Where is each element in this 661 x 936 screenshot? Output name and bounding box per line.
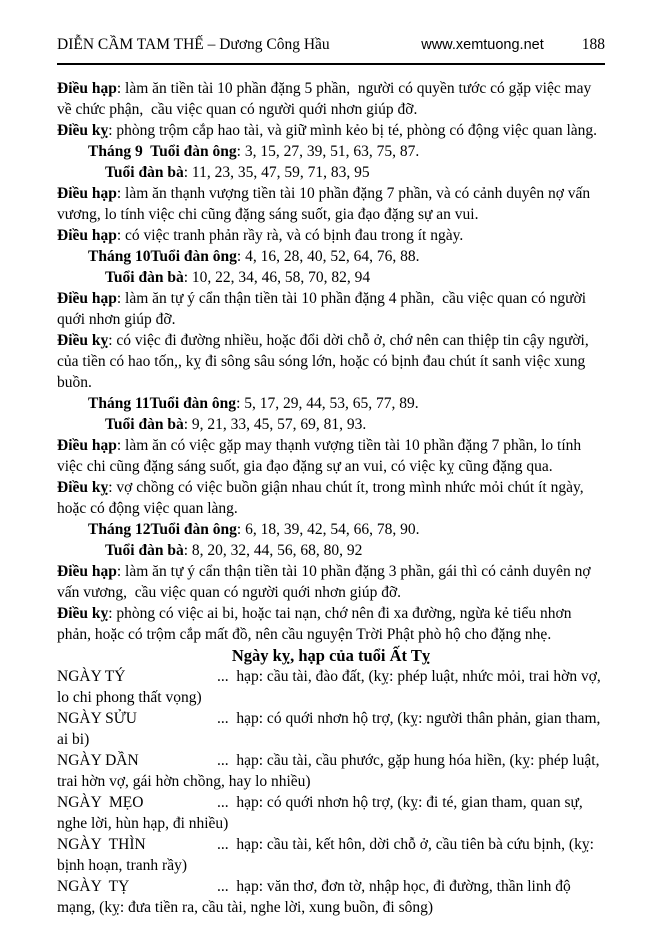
day-detail: ... hạp: cầu tài, kết hôn, dời chỗ ở, cầu tiên bà cứu bịnh, (kỵ: bịnh hoạn, tranh rầy) xyxy=(57,836,598,874)
day-row xyxy=(57,750,605,792)
paragraph xyxy=(57,183,605,225)
paragraph-text: : phòng có việc ai bi, hoặc tai nạn, chớ nên đi xa đường, ngừa kẻ tiểu nhơn phản, hoặc có trộm cắp mất đồ, nên cầu nguyện Trời Phật phò hộ cho đặng nhẹ. xyxy=(57,605,576,643)
month-lead: Tháng 10Tuổi đàn ông xyxy=(88,248,237,265)
day-name: NGÀY TỴ xyxy=(57,878,130,895)
paragraph xyxy=(57,78,605,120)
month-ages: : 6, 18, 39, 42, 54, 66, 78, 90. xyxy=(236,521,420,538)
female-lead: Tuổi đàn bà xyxy=(105,269,184,286)
month-ages: : 4, 16, 28, 40, 52, 64, 76, 88. xyxy=(236,248,420,265)
section-heading: Ngày kỵ, hạp của tuổi Ất Tỵ xyxy=(231,646,431,665)
paragraph-text: : làm ăn tiền tài 10 phần đặng 5 phần, người có quyền tước có gặp việc may về chức phận, cầu việc quan có người quới nhơn giúp đỡ. xyxy=(57,80,596,118)
header-right xyxy=(421,36,605,54)
paragraph-text: : làm ăn thạnh vượng tiền tài 10 phần đặng 7 phần, và có cảnh duyên nợ vấn vương, lo tính việc chi cũng đặng sáng suốt, gia đạo đặng sự an vui. xyxy=(57,185,595,223)
site-url: www.xemtuong.net xyxy=(421,37,544,53)
day-detail: ... hạp: có quới nhơn hộ trợ, (kỵ: người thân phản, gian tham, ai bi) xyxy=(57,710,605,748)
month-lead: Tháng 9 Tuổi đàn ông xyxy=(88,143,237,160)
day-name: NGÀY SỬU xyxy=(57,710,137,727)
female-age-line xyxy=(57,414,605,435)
day-detail: ... hạp: cầu tài, cầu phước, gặp hung hóa hiền, (kỵ: phép luật, trai hờn vợ, gái hờn chồng, hay lo nhiều) xyxy=(57,752,604,790)
female-age-line xyxy=(57,267,605,288)
female-ages: : 9, 21, 33, 45, 57, 69, 81, 93. xyxy=(183,416,367,433)
day-row xyxy=(57,708,605,750)
female-age-line xyxy=(57,540,605,561)
day-row xyxy=(57,834,605,876)
female-lead: Tuổi đàn bà xyxy=(105,542,184,559)
day-name: NGÀY DẦN xyxy=(57,752,139,769)
day-row xyxy=(57,792,605,834)
paragraph-lead: Điều hạp xyxy=(57,80,117,97)
paragraph xyxy=(57,435,605,477)
month-line xyxy=(57,393,605,414)
paragraph-text: : có việc đi đường nhiều, hoặc đổi dời chỗ ở, chớ nên can thiệp tin cậy người, của tiền có hao tốn,, kỵ đi sông sâu sóng lớn, hoặc có bịnh đau chút ít sanh việc xung buồn. xyxy=(57,332,593,391)
day-name: NGÀY TÝ xyxy=(57,668,126,685)
page-number: 188 xyxy=(581,36,605,53)
day-name: NGÀY MẸO xyxy=(57,794,144,811)
month-lead: Tháng 11Tuổi đàn ông xyxy=(88,395,237,412)
day-row xyxy=(57,666,605,708)
day-name: NGÀY THÌN xyxy=(57,836,146,853)
paragraph-lead: Điều kỵ xyxy=(57,479,109,496)
paragraph-lead: Điều kỵ xyxy=(57,122,109,139)
paragraph xyxy=(57,330,605,393)
paragraph-lead: Điều hạp xyxy=(57,437,117,454)
female-ages: : 11, 23, 35, 47, 59, 71, 83, 95 xyxy=(183,164,370,181)
day-detail: ... hạp: văn thơ, đơn tờ, nhập học, đi đường, thần linh độ mạng, (kỵ: đưa tiền ra, cầu tài, nghe lời, xung buồn, đi sông) xyxy=(57,878,575,916)
paragraph-text: : có việc tranh phản rầy rà, và có bịnh đau trong ít ngày. xyxy=(116,227,464,244)
paragraph xyxy=(57,288,605,330)
female-lead: Tuổi đàn bà xyxy=(105,164,184,181)
paragraph-lead: Điều kỵ xyxy=(57,332,109,349)
paragraph xyxy=(57,477,605,519)
book-title: DIỄN CẦM TAM THẾ – Dương Công Hầu xyxy=(57,36,330,53)
day-detail: ... hạp: cầu tài, đào đất, (kỵ: phép luật, nhức mỏi, trai hờn vợ, lo chi phong thất vọng) xyxy=(57,668,605,706)
paragraph xyxy=(57,225,605,246)
month-line xyxy=(57,246,605,267)
female-ages: : 10, 22, 34, 46, 58, 70, 82, 94 xyxy=(183,269,371,286)
paragraph-text: : làm ăn tự ý cẩn thận tiền tài 10 phần đặng 4 phần, cầu việc quan có người quới nhơn giúp đỡ. xyxy=(57,290,590,328)
month-ages: : 5, 17, 29, 44, 53, 65, 77, 89. xyxy=(236,395,419,412)
paragraph-lead: Điều hạp xyxy=(57,185,117,202)
paragraph xyxy=(57,561,605,603)
month-line xyxy=(57,141,605,162)
paragraph-text: : làm ăn tự ý cẩn thận tiền tài 10 phần đặng 3 phần, gái thì có cảnh duyên nợ vấn vương, cầu việc quan có người quới nhơn giúp đỡ. xyxy=(57,563,595,601)
day-row xyxy=(57,876,605,918)
paragraph-text: : vợ chồng có việc buồn giận nhau chút ít, trong mình nhức mỏi chút ít ngày, hoặc có động việc quan làng. xyxy=(57,479,588,517)
page-header xyxy=(57,36,605,65)
page-content xyxy=(57,78,605,918)
paragraph-lead: Điều hạp xyxy=(57,290,117,307)
paragraph-text: : làm ăn có việc gặp may thạnh vượng tiền tài 10 phần đặng 7 phần, lo tính việc chi cũng đặng sáng suốt, gia đạo đặng sự an vui, có việc kỵ cũng đặng qua. xyxy=(57,437,586,475)
paragraph xyxy=(57,603,605,645)
paragraph-lead: Điều hạp xyxy=(57,227,117,244)
month-ages: : 3, 15, 27, 39, 51, 63, 75, 87. xyxy=(236,143,420,160)
female-ages: : 8, 20, 32, 44, 56, 68, 80, 92 xyxy=(183,542,363,559)
paragraph-lead: Điều hạp xyxy=(57,563,117,580)
female-age-line xyxy=(57,162,605,183)
paragraph-lead: Điều kỵ xyxy=(57,605,109,622)
female-lead: Tuổi đàn bà xyxy=(105,416,184,433)
paragraph xyxy=(57,120,605,141)
month-line xyxy=(57,519,605,540)
month-lead: Tháng 12Tuổi đàn ông xyxy=(88,521,237,538)
day-detail: ... hạp: có quới nhơn hộ trợ, (kỵ: đi té, gian tham, quan sự, nghe lời, hùn hạp, đi nhiều) xyxy=(57,794,587,832)
paragraph-text: : phòng trộm cắp hao tài, và giữ mình kẻo bị té, phòng có động việc quan làng. xyxy=(108,122,598,139)
